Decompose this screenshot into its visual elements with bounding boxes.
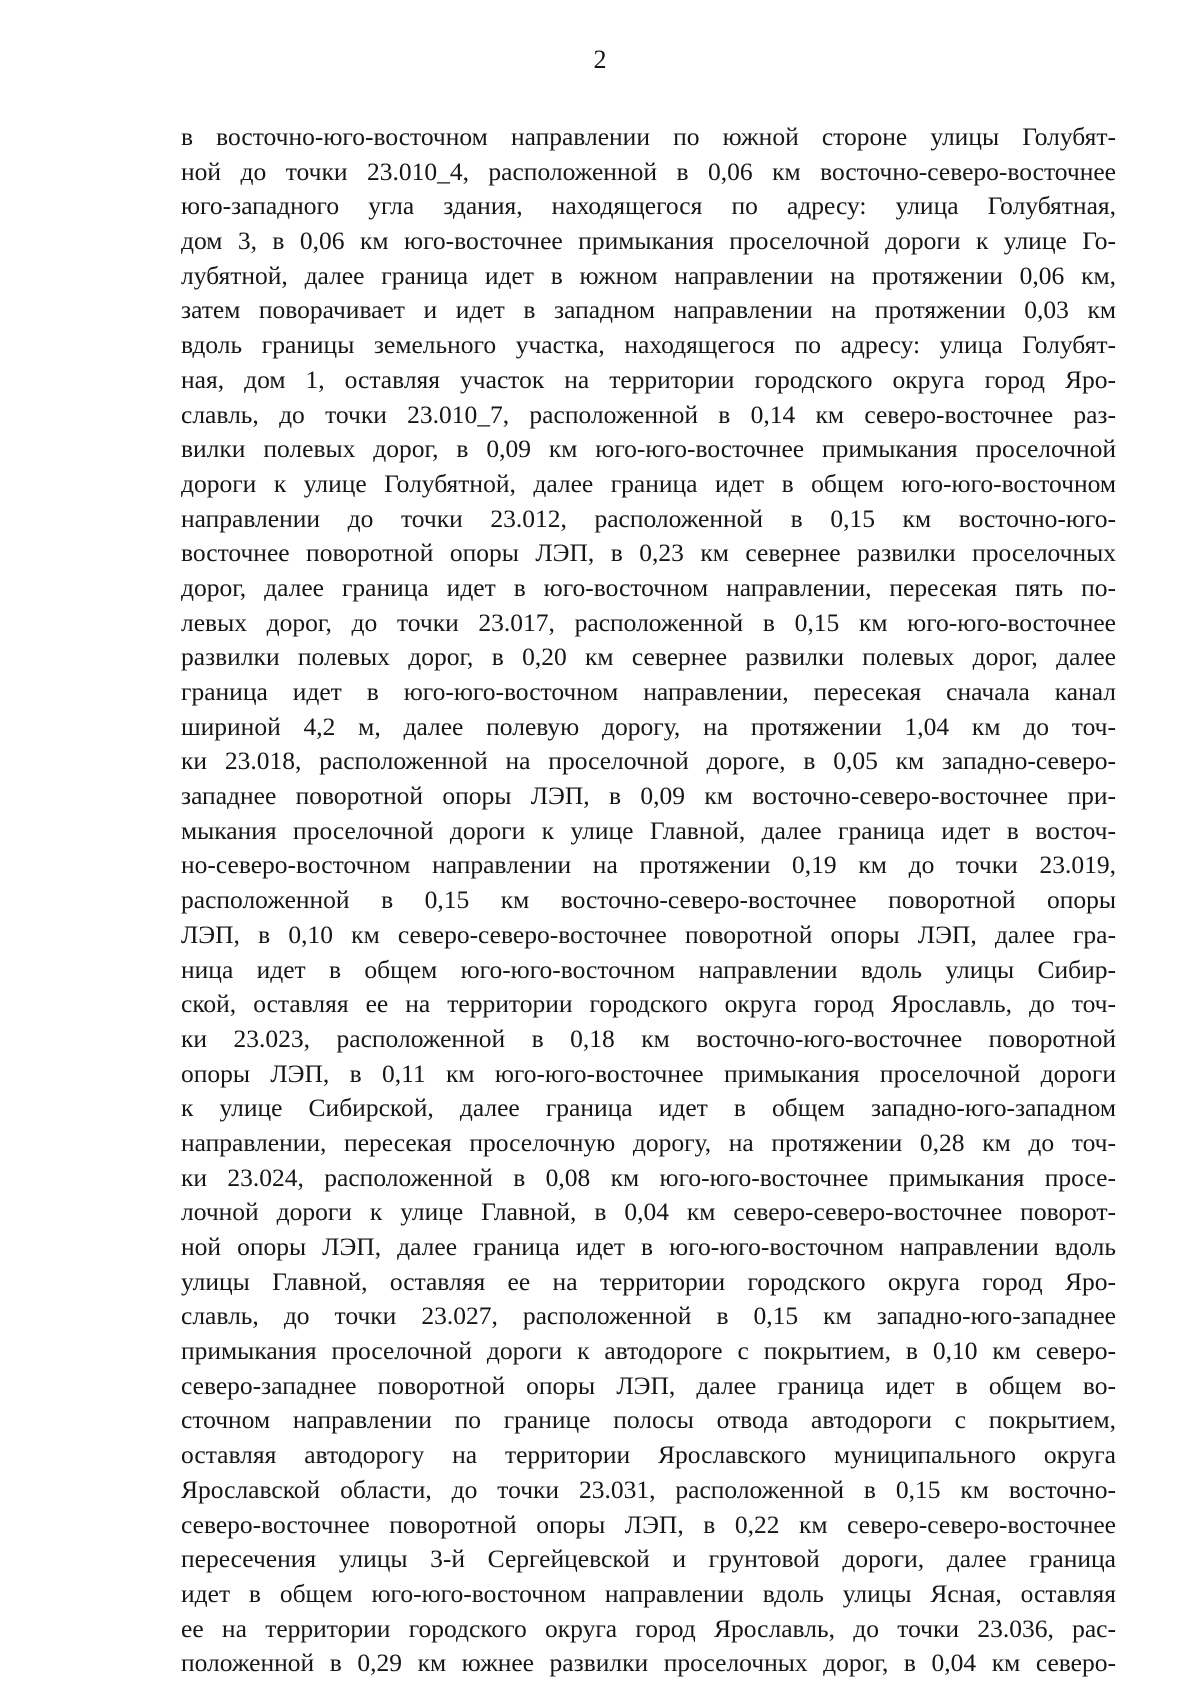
text-line: ная, дом 1, оставляя участок на территории городского округа город Яро- — [181, 364, 1116, 394]
text-line: в восточно-юго-восточном направлении по южной стороне улицы Голубят- — [181, 122, 1116, 151]
text-line: опоры ЛЭП, в 0,11 км юго-юго-восточнее примыкания проселочной дороги — [181, 1058, 1116, 1088]
text-line: ной до точки 23.010_4, расположенной в 0,06 км восточно-северо-восточнее — [181, 156, 1116, 186]
page-number: 2 — [593, 45, 607, 74]
text-line: северо-восточнее поворотной опоры ЛЭП, в 0,22 км северо-северо-восточнее — [181, 1509, 1116, 1539]
text-line: оставляя автодорогу на территории Ярославского муниципального округа — [181, 1440, 1116, 1470]
text-line: славль, до точки 23.010_7, расположенной в 0,14 км северо-восточнее раз- — [181, 399, 1116, 429]
text-line: дом 3, в 0,06 км юго-восточнее примыкания проселочной дороги к улице Го- — [181, 226, 1116, 256]
text-line: ки 23.018, расположенной на проселочной дороге, в 0,05 км западно-северо- — [181, 746, 1116, 776]
text-line: левых дорог, до точки 23.017, расположенной в 0,15 км юго-юго-восточнее — [181, 607, 1116, 637]
text-line: дорог, далее граница идет в юго-восточном направлении, пересекая пять по- — [181, 572, 1116, 602]
text-line: славль, до точки 23.027, расположенной в 0,15 км западно-юго-западнее — [181, 1301, 1116, 1331]
text-line: ской, оставляя ее на территории городского округа город Ярославль, до точ- — [181, 989, 1116, 1019]
text-line: западнее поворотной опоры ЛЭП, в 0,09 км восточно-северо-восточнее при- — [181, 781, 1116, 811]
text-line: направлении, пересекая проселочную дорогу, на протяжении 0,28 км до точ- — [181, 1127, 1116, 1157]
text-line: улицы Главной, оставляя ее на территории городского округа город Яро- — [181, 1266, 1116, 1296]
text-line: северо-западнее поворотной опоры ЛЭП, далее граница идет в общем во- — [181, 1370, 1116, 1400]
text-line: ЛЭП, в 0,10 км северо-северо-восточнее поворотной опоры ЛЭП, далее гра- — [181, 919, 1116, 949]
text-line: к улице Сибирской, далее граница идет в общем западно-юго-западном — [181, 1093, 1116, 1123]
text-line: развилки полевых дорог, в 0,20 км севернее развилки полевых дорог, далее — [181, 642, 1116, 672]
text-line: идет в общем юго-юго-восточном направлении вдоль улицы Ясная, оставляя — [181, 1578, 1116, 1608]
text-line: граница идет в юго-юго-восточном направлении, пересекая сначала канал — [181, 677, 1116, 706]
text-line: шириной 4,2 м, далее полевую дорогу, на протяжении 1,04 км до точ- — [181, 711, 1116, 741]
text-line: сточном направлении по границе полосы отвода автодороги с покрытием, — [181, 1405, 1116, 1435]
text-line: пересечения улицы 3-й Сергейцевской и грунтовой дороги, далее граница — [181, 1544, 1116, 1574]
text-line: дороги к улице Голубятной, далее граница идет в общем юго-юго-восточном — [181, 468, 1116, 498]
text-line: лочной дороги к улице Главной, в 0,04 км северо-северо-восточнее поворот- — [181, 1197, 1116, 1227]
text-line: затем поворачивает и идет в западном направлении на протяжении 0,03 км — [181, 295, 1116, 325]
text-line: ее на территории городского округа город Ярославль, до точки 23.036, рас- — [181, 1613, 1116, 1643]
text-line: ной опоры ЛЭП, далее граница идет в юго-юго-восточном направлении вдоль — [181, 1232, 1116, 1261]
text-line: вдоль границы земельного участка, находящегося по адресу: улица Голубят- — [181, 330, 1116, 360]
text-line: положенной в 0,29 км южнее развилки проселочных дорог, в 0,04 км северо- — [181, 1648, 1116, 1678]
text-line: ки 23.024, расположенной в 0,08 км юго-юго-восточнее примыкания просе- — [181, 1162, 1116, 1192]
body-text — [181, 120, 1116, 1681]
text-line: юго-западного угла здания, находящегося по адресу: улица Голубятная, — [181, 191, 1116, 221]
text-line: расположенной в 0,15 км восточно-северо-восточнее поворотной опоры — [181, 885, 1116, 915]
text-line: вилки полевых дорог, в 0,09 км юго-юго-восточнее примыкания проселочной — [181, 434, 1116, 464]
text-line: ница идет в общем юго-юго-восточном направлении вдоль улицы Сибир- — [181, 954, 1116, 984]
text-line: лубятной, далее граница идет в южном направлении на протяжении 0,06 км, — [181, 260, 1116, 290]
text-line: примыкания проселочной дороги к автодороге с покрытием, в 0,10 км северо- — [181, 1336, 1116, 1366]
text-line: восточнее поворотной опоры ЛЭП, в 0,23 км севернее развилки проселочных — [181, 538, 1116, 568]
text-line: мыкания проселочной дороги к улице Главной, далее граница идет в восточ- — [181, 815, 1116, 845]
text-line: направлении до точки 23.012, расположенной в 0,15 км восточно-юго- — [181, 503, 1116, 533]
text-line: ки 23.023, расположенной в 0,18 км восточно-юго-восточнее поворотной — [181, 1023, 1116, 1053]
text-line: Ярославской области, до точки 23.031, расположенной в 0,15 км восточно- — [181, 1474, 1116, 1504]
text-line: но-северо-восточном направлении на протяжении 0,19 км до точки 23.019, — [181, 850, 1116, 880]
